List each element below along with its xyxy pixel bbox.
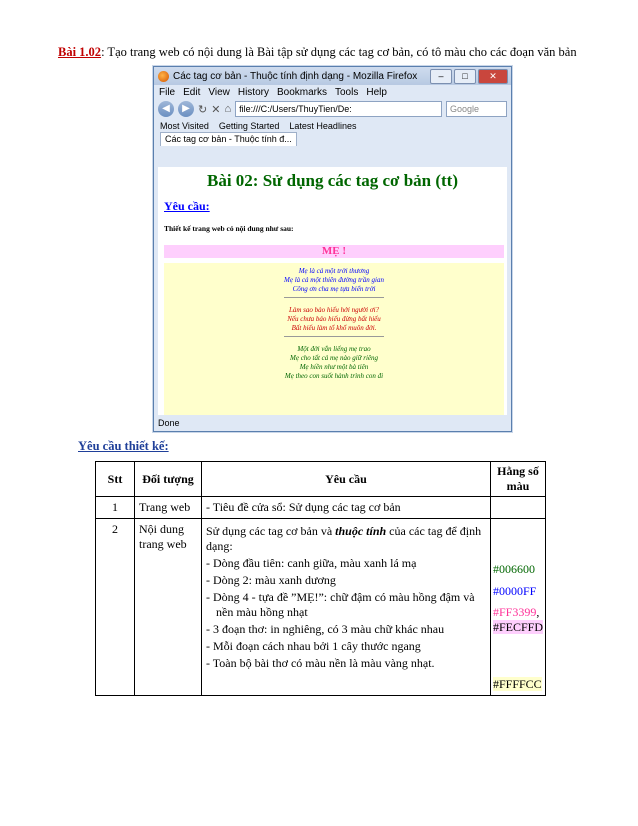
page-heading: Bài 02: Sử dụng các tag cơ bản (tt) [206, 171, 458, 190]
row1-requirement: - Tiêu đề cửa sổ: Sử dụng các tag cơ bản [202, 497, 491, 519]
stanza-1 [164, 267, 504, 294]
minimize-button[interactable]: – [430, 69, 452, 84]
row1-color [490, 497, 545, 519]
task-number: Bài 1.02 [58, 45, 102, 59]
poem-line: Mẹ là cả một thiên đường trần gian [284, 276, 384, 284]
divider [284, 297, 384, 298]
tab-current[interactable]: Các tag cơ bản - Thuộc tính đ... [160, 132, 297, 146]
status-bar: Done [158, 418, 180, 428]
url-bar[interactable]: file:///C:/Users/ThuyTien/De: [235, 101, 442, 117]
color-code-green: #006600 [492, 562, 535, 576]
intro-emphasis: thuộc tính [335, 524, 387, 538]
row2-stt: 2 [96, 519, 135, 696]
poem-line: Làm sao bào hiếu hởi người ơi? [288, 306, 380, 314]
page-description: Thiết kế trang web có nội dung như sau: [164, 224, 294, 233]
stop-icon[interactable]: ✕ [211, 103, 221, 116]
row2-object: Nội dung trang web [135, 519, 202, 696]
divider [284, 336, 384, 337]
home-icon[interactable]: ⌂ [224, 103, 232, 115]
page-subheading: Yêu cầu: [164, 199, 210, 213]
requirements-table [95, 461, 546, 696]
search-input[interactable]: Google [446, 101, 507, 117]
poem-line: Mẹ theo con suốt hành trình con đi [284, 372, 384, 380]
req-item: - Dòng 4 - tựa đề ”MẸ!”: chữ đậm có màu hồng đậm và nền màu hồng nhạt [206, 590, 475, 619]
row1-stt: 1 [96, 497, 135, 519]
req-item: - Mỗi đoạn cách nhau bởi 1 cây thước ngang [206, 639, 421, 653]
req-item: - Dòng 2: màu xanh dương [206, 573, 336, 587]
color-code-blue: #0000FF [492, 584, 537, 598]
menu-history[interactable]: History [237, 86, 269, 98]
title-bar [154, 67, 511, 85]
req-item: - 3 đoạn thơ: in nghiêng, có 3 màu chữ khác nhau [206, 622, 445, 636]
poem-line: Bất hiếu làm tổ khổ muôn đời. [291, 324, 377, 332]
color-code-light-pink: #FECFFD [492, 620, 543, 634]
color-separator: , [536, 605, 540, 619]
header-stt: Stt [96, 462, 135, 497]
close-button[interactable]: ✕ [478, 69, 508, 84]
task-statement [58, 45, 577, 60]
menu-bookmarks[interactable]: Bookmarks [276, 86, 327, 98]
header-color: Hằng số màu [490, 462, 545, 497]
row2-colors [490, 519, 545, 696]
forward-icon[interactable]: ▶ [178, 101, 194, 117]
design-heading: Yêu cầu thiết kế: [78, 439, 169, 453]
stanza-2 [164, 306, 504, 333]
maximize-button[interactable]: □ [454, 69, 476, 84]
tab-bar [154, 132, 511, 146]
menu-help[interactable]: Help [366, 86, 387, 98]
menu-bar [154, 85, 511, 99]
table-row [96, 497, 546, 519]
bookmark-getting-started[interactable]: Getting Started [218, 120, 280, 131]
bookmark-most-visited[interactable]: Most Visited [160, 120, 209, 131]
menu-tools[interactable]: Tools [335, 86, 359, 98]
bookmark-latest-headlines[interactable]: Latest Headlines [289, 120, 357, 131]
req-item: - Toàn bộ bài thơ có màu nền là màu vàng nhạt. [206, 656, 435, 670]
menu-view[interactable]: View [208, 86, 230, 98]
table-header-row [96, 462, 546, 497]
poem-line: Một đời vắn liếng mẹ trao [297, 345, 371, 353]
back-icon[interactable]: ◀ [158, 101, 174, 117]
reload-icon[interactable]: ↻ [198, 103, 208, 116]
firefox-icon [158, 71, 169, 82]
color-code-pink: #FF3399 [492, 605, 537, 619]
intro-text-end: của các tag để định dạng: [206, 524, 482, 553]
stanza-3 [164, 345, 504, 381]
color-code-light-yellow: #FFFFCC [492, 677, 542, 691]
header-object: Đối tượng [135, 462, 202, 497]
table-row [96, 519, 546, 696]
row1-object: Trang web [135, 497, 202, 519]
menu-edit[interactable]: Edit [183, 86, 201, 98]
poem-banner: MẸ ! [164, 245, 504, 258]
req-item: - Dòng đầu tiên: canh giữa, màu xanh lá mạ [206, 556, 417, 570]
browser-window [153, 66, 512, 432]
row2-requirement [202, 519, 491, 696]
bookmarks-bar [154, 119, 511, 132]
window-title: Các tag cơ bản - Thuộc tính định dạng - Mozilla Firefox [173, 70, 418, 82]
menu-file[interactable]: File [159, 86, 176, 98]
page-content [158, 167, 507, 415]
poem-line: Mẹ hiền như một bà tiên [299, 363, 369, 371]
poem-line: Mẹ cho tất cả mẹ nào giữ riêng [290, 354, 378, 362]
row2-intro [206, 524, 486, 554]
nav-bar [154, 99, 511, 119]
header-requirement: Yêu cầu [202, 462, 491, 497]
task-text: : Tạo trang web có nội dung là Bài tập sử dụng các tag cơ bản, có tô màu cho các đoạn văn bản [101, 45, 577, 59]
poem-line: Công ơn cha mẹ tựa biển trời [292, 285, 376, 293]
poem-block [164, 263, 504, 415]
poem-line: Nếu chưa báo hiếu đừng bất hiếu [287, 315, 381, 323]
intro-text: Sử dụng các tag cơ bản và [206, 524, 336, 538]
poem-line: Mẹ là cả một trời thương [298, 267, 370, 275]
